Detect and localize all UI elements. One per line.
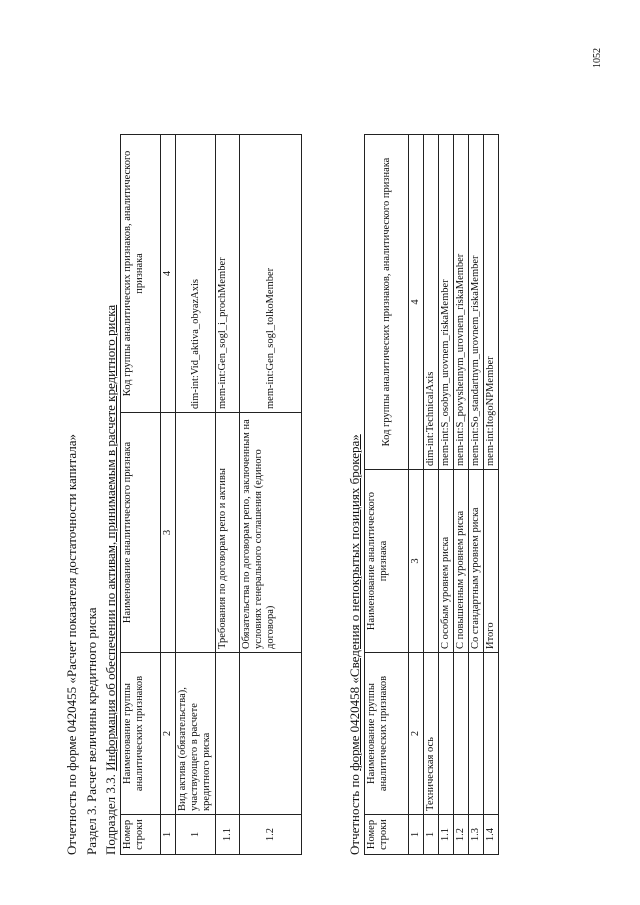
row-group: Вид актива (обязательства), участвующего в расчете кредитного риска — [176, 653, 216, 815]
row-name: Со стандартным уровнем риска — [469, 470, 484, 653]
table1-header-code: Код группы аналитических признаков, аналитического признака — [121, 135, 161, 413]
row-code: dim-int:Vid_aktiva_obyazAxis — [176, 135, 216, 413]
row-name: Обязательства по договорам репо, заключенным на условиях генерального соглашения (единого договора) — [240, 413, 302, 653]
row-name: С повышенным уровнем риска — [454, 470, 469, 653]
row-name — [424, 470, 439, 653]
table2-header-name: Наименование аналитического признака — [365, 470, 409, 653]
row-number: 1.1 — [439, 815, 454, 855]
table-row — [484, 135, 499, 855]
table1-colnum: 1 — [161, 815, 176, 855]
table-form-0420455 — [120, 134, 302, 855]
row-number: 1.2 — [240, 815, 302, 855]
row-code: mem-int:S_osobym_urovnem_riskaMember — [439, 135, 454, 470]
table1-header-name: Наименование аналитического признака — [121, 413, 161, 653]
table2-colnum: 2 — [409, 653, 424, 815]
table2-colnum: 3 — [409, 470, 424, 653]
row-number: 1.2 — [454, 815, 469, 855]
table2-header-number: Номер строки — [365, 815, 409, 855]
table-row — [240, 135, 302, 855]
table2-header-code: Код группы аналитических признаков, аналитического признака — [365, 135, 409, 470]
subsection-heading-3-3 — [103, 305, 119, 855]
row-group — [469, 653, 484, 815]
page-number: 1052 — [592, 48, 603, 68]
table-row — [176, 135, 216, 855]
section-heading-form-0420458 — [347, 434, 363, 855]
row-code: mem-int:Gen_sogl_tolkoMember — [240, 135, 302, 413]
table2-colnum: 4 — [409, 135, 424, 470]
row-number: 1.3 — [469, 815, 484, 855]
subsection-heading-prefix: Подраздел 3.3. — [103, 770, 118, 855]
section-heading-title: форме 0420458 «Сведения о непокрытых позициях брокера» — [347, 434, 362, 771]
row-name — [176, 413, 216, 653]
row-group — [240, 653, 302, 815]
table1-header-group: Наименование группы аналитических признаков — [121, 653, 161, 815]
row-group — [454, 653, 469, 815]
row-code: mem-int:S_povyshennym_urovnem_riskaMember — [454, 135, 469, 470]
table1-colnum: 3 — [161, 413, 176, 653]
section-heading-credit-risk: Раздел 3. Расчет величины кредитного риска — [84, 607, 99, 855]
section-heading-prefix: Отчетность по — [347, 770, 362, 855]
row-code: mem-int:So_standartnym_urovnem_riskaMember — [469, 135, 484, 470]
subsection-heading-title: Информация об обеспечении по активам, принимаемым в расчете кредитного риска — [103, 304, 118, 771]
table1-colnum: 4 — [161, 135, 176, 413]
table-row — [216, 135, 240, 855]
table2-colnum: 1 — [409, 815, 424, 855]
row-group — [439, 653, 454, 815]
table-row — [454, 135, 469, 855]
table2-header-group: Наименование группы аналитических признаков — [365, 653, 409, 815]
table-form-0420458 — [364, 134, 499, 855]
row-name: Требования по договорам репо и активы — [216, 413, 240, 653]
table-row — [424, 135, 439, 855]
table-row — [469, 135, 484, 855]
section-heading-form-0420455: Отчетность по форме 0420455 «Расчет показателя достаточности капитала» — [64, 434, 79, 855]
row-code: mem-int:Gen_sogl_i_prochMember — [216, 135, 240, 413]
table-row — [439, 135, 454, 855]
row-group — [216, 653, 240, 815]
table1-colnum: 2 — [161, 653, 176, 815]
row-number: 1 — [424, 815, 439, 855]
table1-header-number: Номер строки — [121, 815, 161, 855]
row-number: 1 — [176, 815, 216, 855]
row-name: С особым уровнем риска — [439, 470, 454, 653]
row-name: Итого — [484, 470, 499, 653]
row-code: mem-int:ItogoNPMember — [484, 135, 499, 470]
row-group — [484, 653, 499, 815]
row-code: dim-int:TechnicalAxis — [424, 135, 439, 470]
row-number: 1.1 — [216, 815, 240, 855]
row-group: Техническая ось — [424, 653, 439, 815]
row-number: 1.4 — [484, 815, 499, 855]
rotated-document — [64, 40, 604, 855]
